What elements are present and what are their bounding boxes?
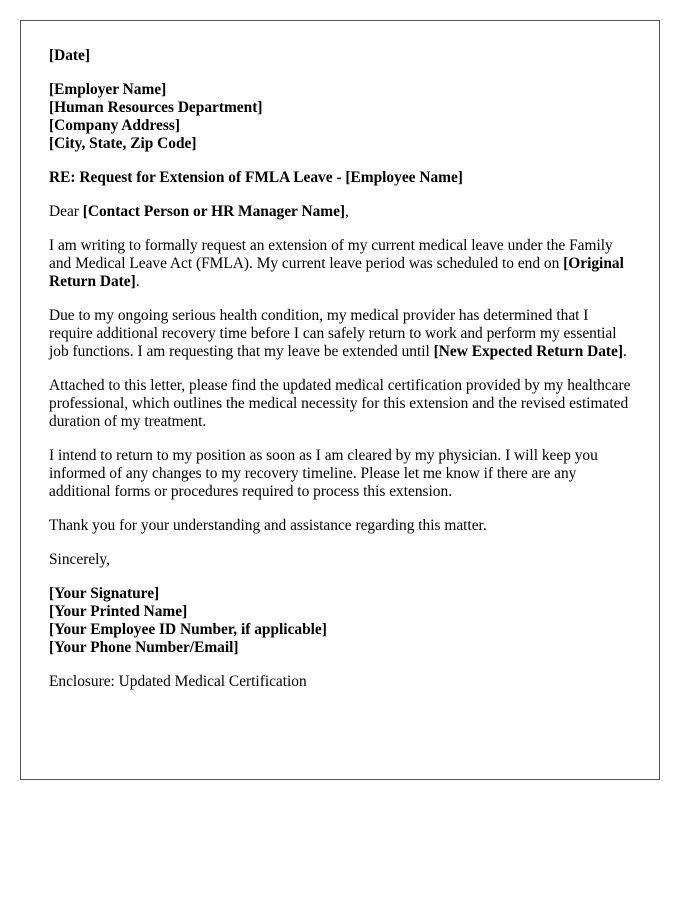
paragraph-3: Attached to this letter, please find the updated medical certification provided by my healthcare professional, which outlines the medical necessity for this extension and the revised estimated duration of my treatment.	[49, 377, 631, 430]
subject-text: RE: Request for Extension of FMLA Leave - [Employee Name]	[49, 169, 463, 186]
city-state-zip: [City, State, Zip Code]	[49, 135, 197, 152]
salutation	[49, 203, 631, 221]
salutation-name: [Contact Person or HR Manager Name]	[82, 203, 346, 220]
contact-info: [Your Phone Number/Email]	[49, 639, 239, 656]
employer-name: [Employer Name]	[49, 81, 167, 98]
paragraph-1-text: I am writing to formally request an extension of my current medical leave under the Family and Medical Leave Act (FMLA). My current leave period was scheduled to end on	[49, 237, 613, 272]
original-return-date: [Original Return Date]	[49, 255, 624, 290]
signature-placeholder: [Your Signature]	[49, 585, 160, 602]
new-return-date: [New Expected Return Date]	[433, 343, 624, 360]
subject-line	[49, 169, 631, 187]
paragraph-2-end: .	[623, 343, 627, 360]
salutation-suffix: ,	[345, 203, 349, 220]
date-line	[49, 47, 631, 65]
closing: Sincerely,	[49, 551, 110, 568]
paragraph-2	[49, 307, 631, 361]
employee-id: [Your Employee ID Number, if applicable]	[49, 621, 327, 638]
paragraph-2-text: Due to my ongoing serious health condition, my medical provider has determined that I require additional recovery time before I can safely return to work and perform my essential job functions. I am requesting that my leave be extended until	[49, 307, 617, 360]
enclosure-line: Enclosure: Updated Medical Certification	[49, 673, 307, 690]
paragraph-4: I intend to return to my position as soon as I am cleared by my physician. I will keep you informed of any changes to my recovery timeline. Please let me know if there are any additional forms or procedures required to process this extension.	[49, 447, 598, 500]
salutation-prefix: Dear	[49, 203, 83, 220]
company-address: [Company Address]	[49, 117, 180, 134]
date-placeholder: [Date]	[49, 47, 91, 64]
department-name: [Human Resources Department]	[49, 99, 263, 116]
letter-document	[20, 20, 660, 780]
signature-block	[49, 585, 631, 657]
paragraph-1-end: .	[135, 273, 140, 290]
paragraph-5: Thank you for your understanding and assistance regarding this matter.	[49, 517, 487, 534]
printed-name: [Your Printed Name]	[49, 603, 188, 620]
recipient-address-block	[49, 81, 631, 153]
paragraph-1	[49, 237, 631, 291]
